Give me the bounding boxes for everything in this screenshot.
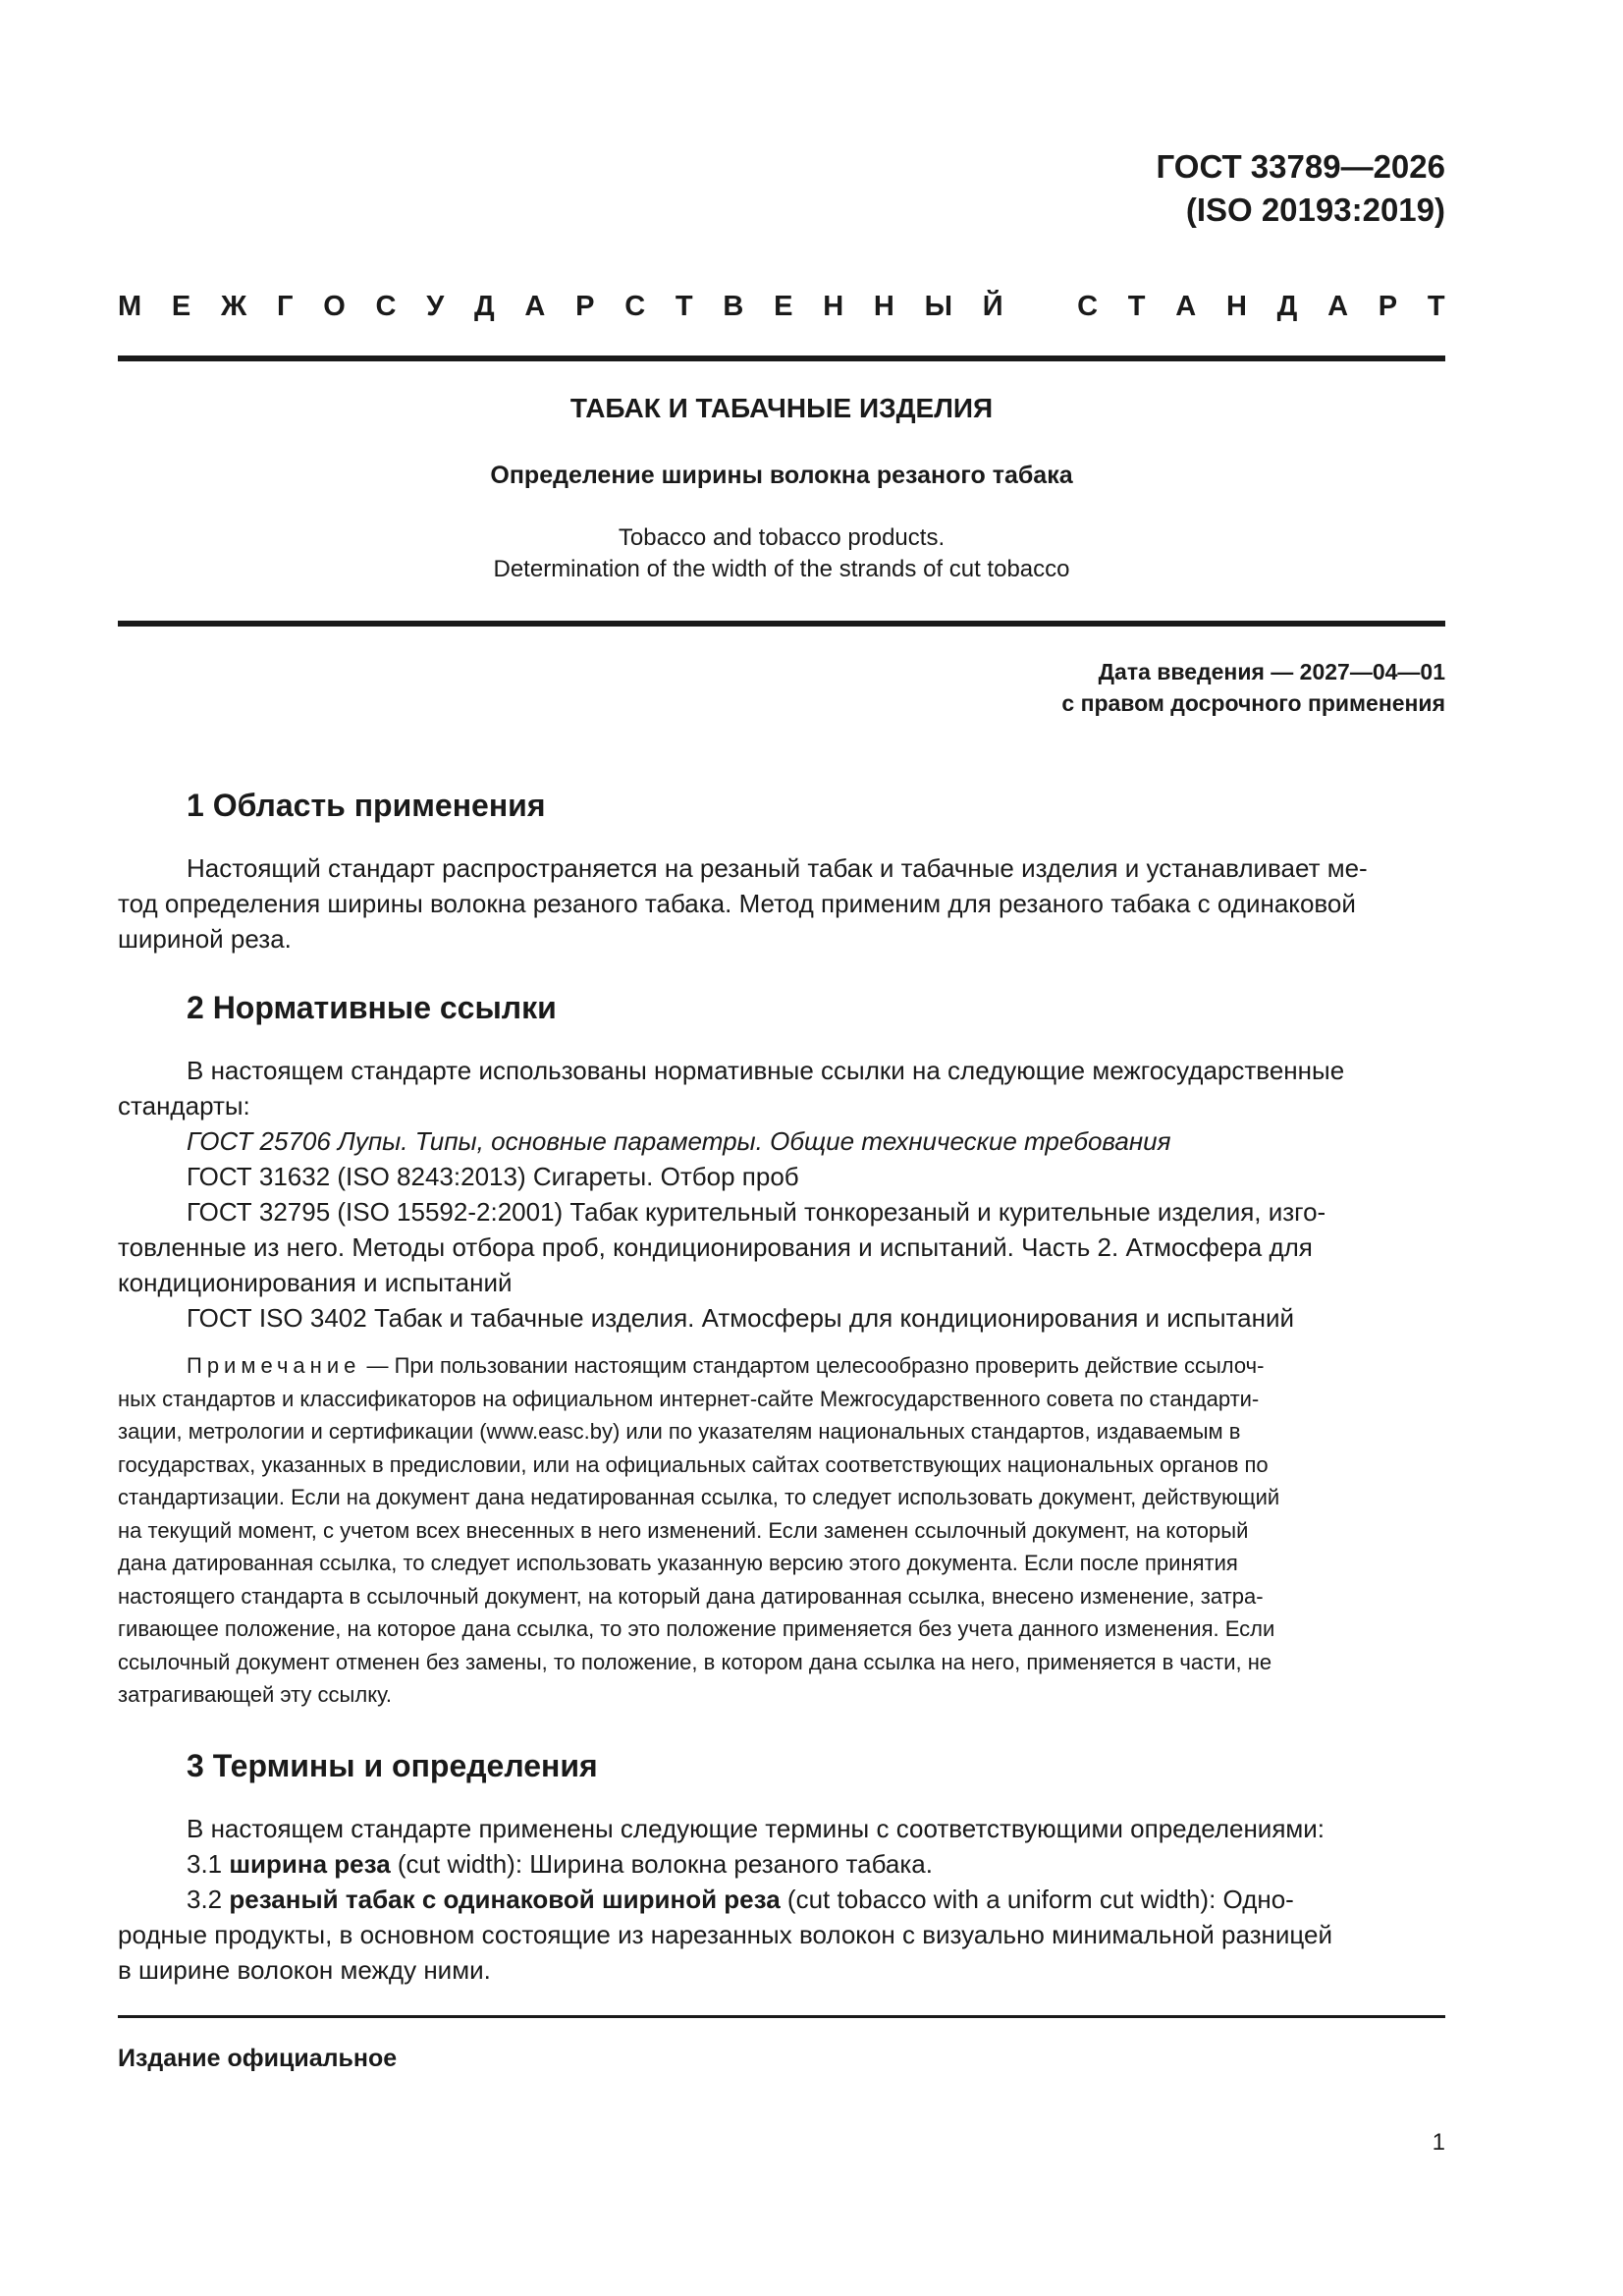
term-3-1: 3.1 ширина реза (cut width): Ширина волокна резаного табака. [187,1849,933,1879]
text-line: в ширине волокон между ними. [118,1955,491,1985]
interstate-standard-banner [118,291,1445,323]
note-label: Примечание [187,1353,361,1378]
footer-rule [118,2015,1445,2018]
banner-letter: Ж [221,291,247,322]
reference-gost-iso-3402: ГОСТ ISO 3402 Табак и табачные изделия. Атмосферы для кондиционирования и испытаний [187,1303,1295,1333]
banner-letter: В [723,291,744,322]
term-name: ширина реза [229,1849,391,1879]
banner-letter: Н [1225,291,1247,322]
title-rule [118,621,1445,627]
banner-letter: Ы [924,291,952,322]
banner-letter: Й [982,291,1003,322]
banner-letter: Т [675,291,693,322]
section-2-heading: 2 Нормативные ссылки [187,990,557,1025]
doc-number: ГОСТ 33789—2026 [1156,148,1445,185]
banner-letter: Р [575,291,595,322]
section-3-heading: 3 Термины и определения [187,1748,598,1783]
note-line: затрагивающей эту ссылку. [118,1682,392,1707]
title-sub: Определение ширины волокна резаного табака [490,462,1073,489]
note-line: ных стандартов и классификаторов на официальном интернет-сайте Межгосударственного совета по стандарти- [118,1386,1260,1411]
banner-letter: У [426,291,445,322]
note-line: зации, метрологии и сертификации (www.easc.by) или по указателям национальных стандартов, издаваемым в [118,1419,1241,1444]
note-line: стандартизации. Если на документ дана недатированная ссылка, то следует использовать документ, действующий [118,1485,1280,1509]
title-en-line1: Tobacco and tobacco products. [618,524,946,551]
note-line: дана датированная ссылка, то следует использовать указанную версию этого документа. Если после принятия [118,1551,1238,1575]
banner-letter: О [323,291,346,322]
note-line: настоящего стандарта в ссылочный документ, на который дана датированная ссылка, внесено изменение, затра- [118,1583,1264,1609]
note-line: гивающее положение, на которое дана ссылка, то это положение применяется без учета данного изменения. Если [118,1616,1275,1641]
title-main: ТАБАК И ТАБАЧНЫЕ ИЗДЕЛИЯ [569,393,994,423]
banner-letter: Н [823,291,844,322]
banner-letter: Т [1427,291,1445,322]
text-line: В настоящем стандарте применены следующие термины с соответствующими определениями: [187,1814,1325,1843]
banner-letter: Д [1276,291,1298,322]
reference-gost-25706: ГОСТ 25706 Лупы. Типы, основные параметры. Общие технические требования [187,1126,1171,1156]
header-rule [118,355,1445,361]
text-line: кондиционирования и испытаний [118,1268,513,1297]
reference-gost-31632: ГОСТ 31632 (ISO 8243:2013) Сигареты. Отбор проб [187,1162,799,1191]
banner-letter: А [1327,291,1349,322]
note-line: государствах, указанных в предисловии, или на официальных сайтах соответствующих национальных органов по [118,1451,1269,1477]
term-3-2: 3.2 резаный табак с одинаковой шириной реза (cut tobacco with a uniform cut width): Одно- [187,1885,1294,1914]
intro-date: Дата введения — 2027—04—01 [1098,659,1445,684]
section-1-heading: 1 Область применения [187,788,546,823]
note-block [118,1349,1445,1712]
early-application: с правом досрочного применения [1061,690,1445,716]
reference-gost-32795: ГОСТ 32795 (ISO 15592-2:2001) Табак курительный тонкорезаный и курительные изделия, изго- [187,1197,1326,1227]
text-line: шириной реза. [118,924,292,954]
section-2-text [118,1053,1445,1336]
banner-letter: Е [171,291,191,322]
banner-letter: А [524,291,546,322]
iso-number: (ISO 20193:2019) [1185,191,1445,228]
text-line: стандарты: [118,1091,250,1121]
note-line: на текущий момент, с учетом всех внесенных в него изменений. Если заменен ссылочный документ, на который [118,1517,1249,1543]
banner-letter: С [624,291,646,322]
official-edition: Издание официальное [118,2045,398,2072]
banner-letter: А [1175,291,1197,322]
title-en-line2: Determination of the width of the strands of cut tobacco [493,556,1070,582]
banner-word-gap [1033,291,1047,323]
text-line: Настоящий стандарт распространяется на резаный табак и табачные изделия и устанавливает ме- [187,853,1368,883]
document-number-block [1157,145,1445,232]
banner-letter: Р [1378,291,1398,322]
banner-letter: Г [276,291,294,322]
note-line: ссылочный документ отменен без замены, то положение, в котором дана ссылка на него, применяется в части, не [118,1649,1272,1674]
banner-letter: Е [774,291,793,322]
banner-letter: Д [474,291,495,322]
page-number: 1 [1432,2129,1445,2156]
note-line: Примечание — При пользовании настоящим стандартом целесообразно проверить действие ссылоч- [187,1353,1265,1378]
text-line: тод определения ширины волокна резаного табака. Метод применим для резаного табака с одинаковой [118,889,1356,918]
text-line: товленные из него. Методы отбора проб, кондиционирования и испытаний. Часть 2. Атмосфера для [118,1232,1313,1262]
text-line: В настоящем стандарте использованы нормативные ссылки на следующие межгосударственные [187,1056,1345,1085]
section-1-text [118,850,1445,957]
banner-letter: Н [873,291,894,322]
banner-letter: Т [1127,291,1146,322]
banner-letter: С [1077,291,1099,322]
text-line: родные продукты, в основном состоящие из нарезанных волокон с визуально минимальной разницей [118,1920,1333,1949]
introduction-date-block [1061,656,1445,719]
title-english [118,522,1445,585]
banner-letter: М [118,291,142,322]
banner-letter: С [375,291,397,322]
term-name: резаный табак с одинаковой шириной реза [229,1885,781,1914]
section-3-text [118,1811,1445,1988]
